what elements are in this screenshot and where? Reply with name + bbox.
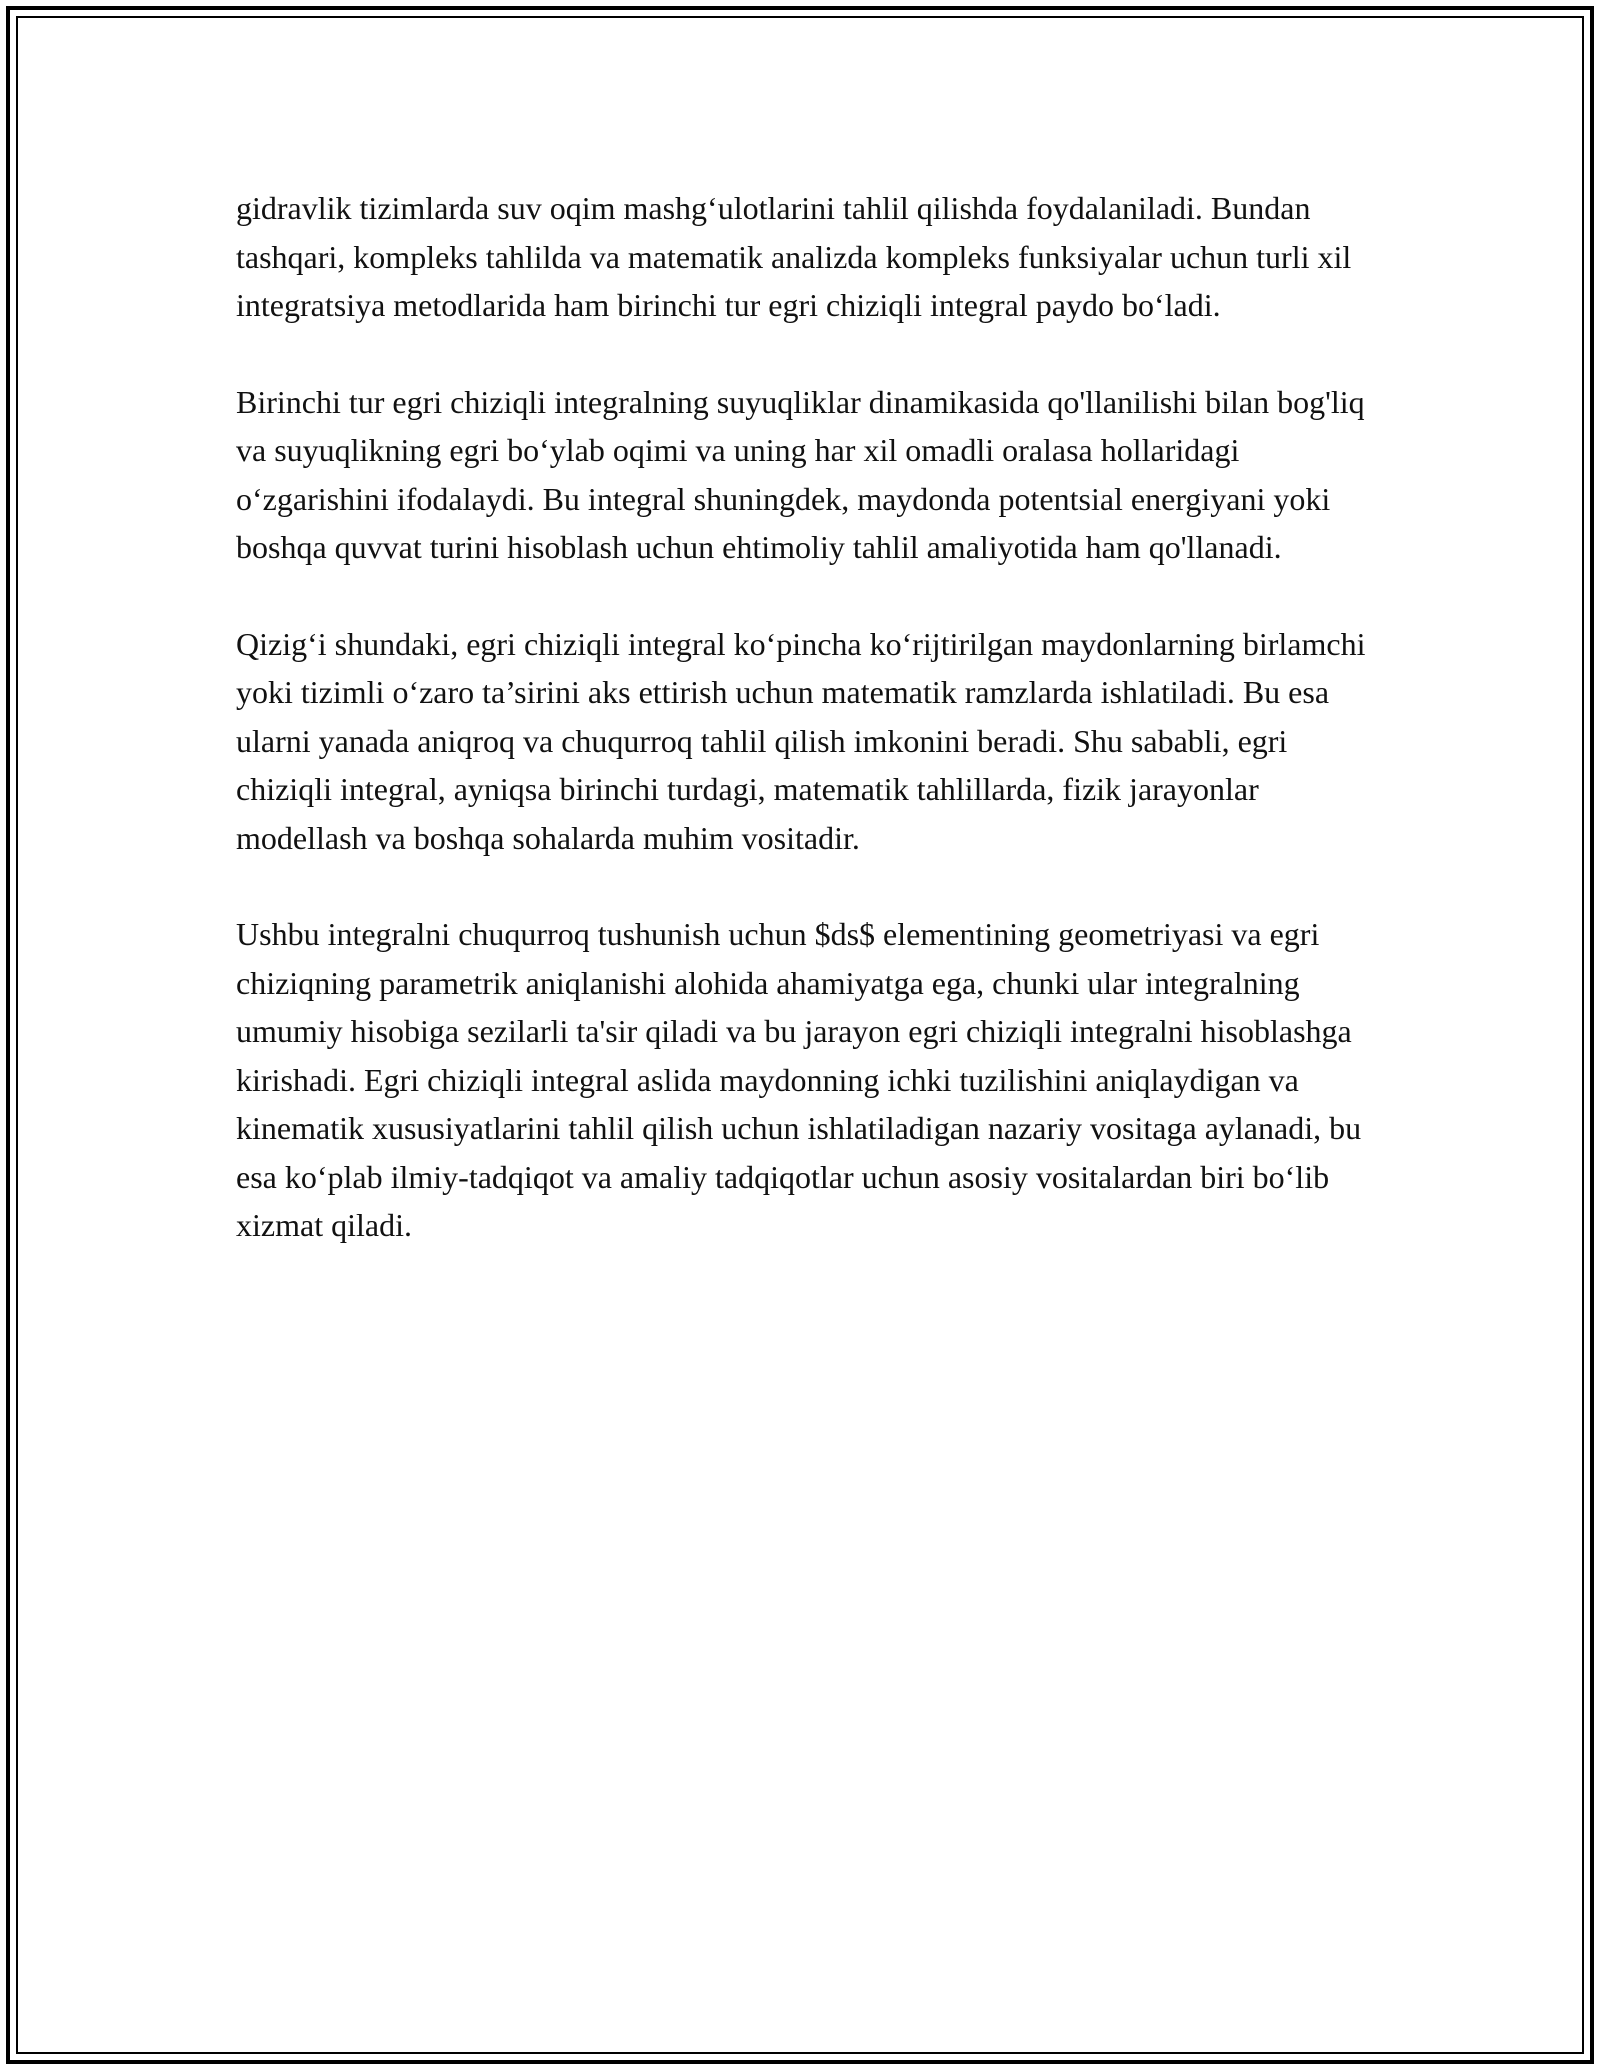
paragraph: Birinchi tur egri chiziqli integralning suyuqliklar dinamikasida qo'llanilishi bilan bog'liq va suyuqlikning egri bo‘ylab oqimi va uning har xil omadli oralasa hollaridagi o‘zgarishini ifodalaydi. Bu integral shuningdek, maydonda potentsial energiyani yoki boshqa quvvat turini hisoblash uchun ehtimoliy tahlil amaliyotida ham qo'llanadi. — [236, 383, 1365, 565]
paragraph: Ushbu integralni chuqurroq tushunish uchun $ds$ elementining geometriyasi va egri chiziqning parametrik aniqlanishi alohida ahamiyatga ega, chunki ular integralning umumiy hisobiga sezilarli ta'sir qiladi va bu jarayon egri chiziqli integralni hisoblashga kirishadi. Egri chiziqli integral aslida maydonning ichki tuzilishini aniqlaydigan va kinematik xususiyatlarini tahlil qilish uchun ishlatiladigan nazariy vositaga aylanadi, bu esa ko‘plab ilmiy-tadqiqot va amaliy tadqiqotlar uchun asosiy vositalardan biri bo‘lib xizmat qiladi. — [236, 916, 1362, 1243]
paragraph: gidravlik tizimlarda suv oqim mashg‘ulotlarini tahlil qilishda foydalaniladi. Bundan tashqari, kompleks tahlilda va matematik analizda kompleks funksiyalar uchun turli xil integratsiya metodlarida ham birinchi tur egri chiziqli integral paydo bo‘ladi. — [236, 190, 1352, 323]
paragraph: Qizig‘i shundaki, egri chiziqli integral ko‘pincha ko‘rijtirilgan maydonlarning birlamchi yoki tizimli o‘zaro ta’sirini aks ettirish uchun matematik ramzlarda ishlatiladi. Bu esa ularni yanada aniqroq va chuqurroq tahlil qilish imkonini beradi. Shu sababli, egri chiziqli integral, ayniqsa birinchi turdagi, matematik tahlillarda, fizik jarayonlar modellash va boshqa sohalarda muhim vositadir. — [236, 625, 1366, 856]
document-body — [236, 184, 1376, 1298]
